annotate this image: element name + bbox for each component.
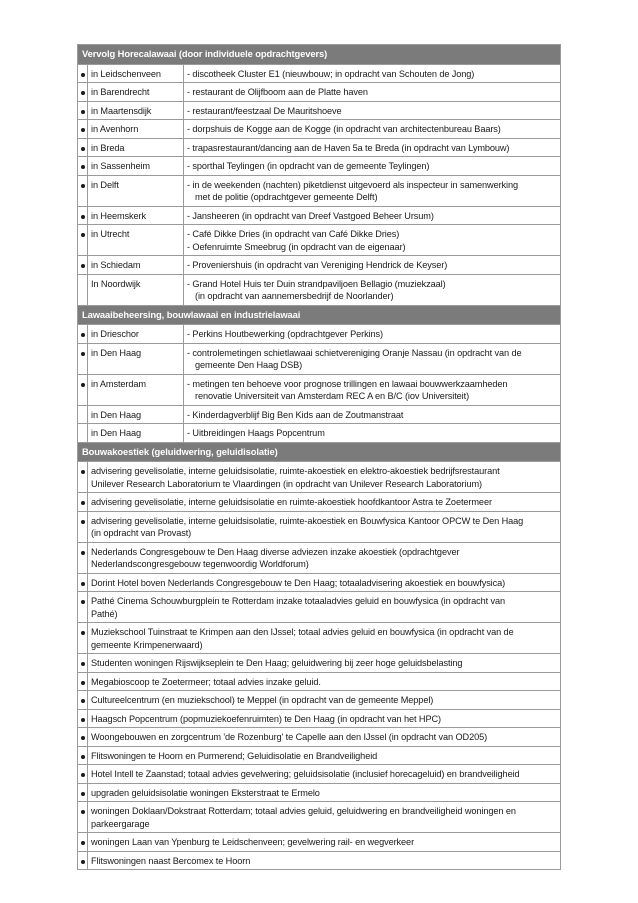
description-cell (184, 274, 561, 305)
description-cell (88, 765, 561, 784)
bullet-cell (78, 511, 88, 542)
bullet-cell (78, 462, 88, 493)
description-cell (184, 256, 561, 275)
bullet-icon (81, 520, 85, 524)
table-row (78, 709, 561, 728)
table-row (78, 542, 561, 573)
table-row (78, 120, 561, 139)
description-line: Flitswoningen naast Bercomex te Hoorn (91, 855, 251, 866)
table-row (78, 592, 561, 623)
bullet-icon (81, 147, 85, 151)
bullet-cell (78, 120, 88, 139)
bullet-cell (78, 765, 88, 784)
location-cell: in Schiedam (88, 256, 184, 275)
bullet-cell (78, 83, 88, 102)
table-row (78, 101, 561, 120)
description-line: Megabioscoop te Zoetermeer; totaal advies inzake geluid. (91, 676, 321, 687)
description-cell (88, 462, 561, 493)
table-row (78, 256, 561, 275)
bullet-icon (81, 681, 85, 685)
table-row (78, 462, 561, 493)
description-line: - Jansheeren (in opdracht van Dreef Vastgoed Beheer Ursum) (187, 210, 434, 221)
bullet-cell (78, 374, 88, 405)
bullet-icon (81, 128, 85, 132)
description-line: advisering gevelisolatie, interne geluidsisolatie, ruimte-akoestiek en elektro-akoestiek bedrijfsrestaurant (91, 466, 500, 476)
description-cell (184, 138, 561, 157)
table-row (78, 325, 561, 344)
location-cell: in Leidschenveen (88, 64, 184, 83)
description-line: - Uitbreidingen Haags Popcentrum (187, 428, 325, 438)
bullet-cell (78, 691, 88, 710)
location-cell: in Amsterdam (88, 374, 184, 405)
location-cell: in Breda (88, 138, 184, 157)
description-line: - controlemetingen schietlawaai schietvereniging Oranje Nassau (in opdracht van de (187, 347, 522, 358)
bullet-icon (81, 582, 85, 586)
table-row (78, 343, 561, 374)
description-cell (184, 101, 561, 120)
description-cell (88, 728, 561, 747)
table-row (78, 274, 561, 305)
description-line: - Grand Hotel Huis ter Duin strandpaviljoen Bellagio (muziekzaal) (187, 278, 446, 289)
bullet-cell (78, 343, 88, 374)
bullet-icon (81, 631, 85, 635)
section-title: Lawaaibeheersing, bouwlawaai en industrielawaai (78, 305, 561, 325)
bullet-icon (81, 662, 85, 666)
description-line: (in opdracht van Provast) (91, 528, 192, 538)
description-line: - Perkins Houtbewerking (opdrachtgever Perkins) (187, 329, 383, 339)
description-line: - Proveniershuis (in opdracht van Vereniging Hendrick de Keyser) (187, 260, 448, 270)
description-cell (88, 511, 561, 542)
description-line: (in opdracht van aannemersbedrijf de Noorlander) (195, 291, 394, 301)
bullet-cell (78, 206, 88, 225)
description-cell (88, 746, 561, 765)
bullet-cell (78, 424, 88, 443)
description-line: Hotel Intell te Zaanstad; totaal advies gevelwering; geluidsisolatie (inclusief horecageluid) en brandveiligheid (91, 769, 520, 779)
bullet-icon (81, 501, 85, 505)
description-line: woningen Doklaan/Dokstraat Rotterdam; totaal advies geluid, geluidwering en brandveiligheid woningen en (91, 806, 516, 816)
bullet-icon (81, 383, 85, 387)
table-row (78, 206, 561, 225)
table-row (78, 783, 561, 802)
description-line: - discotheek Cluster E1 (nieuwbouw; in opdracht van Schouten de Jong) (187, 68, 475, 79)
location-cell: in Heemskerk (88, 206, 184, 225)
description-line: Unilever Research Laboratorium te Vlaardingen (in opdracht van Unilever Research Laboratorium) (91, 478, 482, 489)
bullet-cell (78, 157, 88, 176)
description-cell (184, 206, 561, 225)
bullet-icon (81, 215, 85, 219)
bullet-icon (81, 860, 85, 864)
bullet-icon (81, 264, 85, 268)
description-cell (88, 592, 561, 623)
bullet-cell (78, 833, 88, 852)
description-cell (88, 573, 561, 592)
location-cell: in Den Haag (88, 343, 184, 374)
description-cell (184, 405, 561, 424)
description-cell (184, 343, 561, 374)
bullet-cell (78, 256, 88, 275)
bullet-icon (81, 718, 85, 722)
bullet-icon (81, 352, 85, 356)
bullet-cell (78, 728, 88, 747)
bullet-cell (78, 746, 88, 765)
table-row (78, 175, 561, 206)
bullet-icon (81, 755, 85, 759)
description-line: Flitswoningen te Hoorn en Purmerend; Geluidisolatie en Brandveiligheid (91, 750, 378, 761)
bullet-cell (78, 325, 88, 344)
bullet-icon (81, 184, 85, 188)
description-cell (184, 175, 561, 206)
table-row (78, 573, 561, 592)
description-line: advisering gevelisolatie, interne geluidsisolatie en ruimte-akoestiek hoofdkantoor Astra te Zoetermeer (91, 497, 492, 507)
bullet-icon (81, 792, 85, 796)
bullet-icon (81, 470, 85, 474)
bullet-cell (78, 802, 88, 833)
section-header (78, 45, 561, 65)
bullet-cell (78, 592, 88, 623)
description-cell (88, 493, 561, 512)
description-line: Muziekschool Tuinstraat te Krimpen aan den IJssel; totaal advies geluid en bouwfysica (in opdracht van de (91, 627, 514, 637)
description-line: Cultureelcentrum (en muziekschool) te Meppel (in opdracht van de gemeente Meppel) (91, 695, 434, 705)
description-line: upgraden geluidsisolatie woningen Eksterstraat te Ermelo (91, 787, 320, 798)
bullet-cell (78, 851, 88, 870)
bullet-cell (78, 101, 88, 120)
description-cell (184, 83, 561, 102)
description-cell (88, 691, 561, 710)
table-row (78, 225, 561, 256)
table-row (78, 802, 561, 833)
description-line: gemeente Krimpenerwaard) (91, 639, 203, 650)
location-cell: in Maartensdijk (88, 101, 184, 120)
location-cell: in Barendrecht (88, 83, 184, 102)
table-row (78, 511, 561, 542)
table-row (78, 672, 561, 691)
bullet-icon (81, 736, 85, 740)
description-line: - Oefenruimte Smeebrug (in opdracht van de eigenaar) (187, 241, 406, 252)
bullet-icon (81, 841, 85, 845)
description-cell (88, 851, 561, 870)
table-row (78, 765, 561, 784)
location-cell: in Utrecht (88, 225, 184, 256)
description-line: Woongebouwen en zorgcentrum 'de Rozenburg' te Capelle aan den IJssel (in opdracht van OD205) (91, 732, 488, 742)
bullet-icon (81, 699, 85, 703)
table-row (78, 424, 561, 443)
bullet-cell (78, 64, 88, 83)
table-row (78, 83, 561, 102)
table-row (78, 405, 561, 424)
description-line: - in de weekenden (nachten) piketdienst uitgevoerd als inspecteur in samenwerking (187, 179, 519, 190)
table-row (78, 851, 561, 870)
description-cell (184, 325, 561, 344)
location-cell: in Den Haag (88, 424, 184, 443)
description-line: - metingen ten behoeve voor prognose trillingen en lawaai bouwwerkzaamheden (187, 378, 508, 389)
bullet-cell (78, 654, 88, 673)
description-line: - dorpshuis de Kogge aan de Kogge (in opdracht van architectenbureau Baars) (187, 124, 501, 134)
bullet-cell (78, 274, 88, 305)
description-line: renovatie Universiteit van Amsterdam REC A en B/C (iov Universiteit) (195, 391, 470, 401)
description-cell (184, 157, 561, 176)
bullet-icon (81, 91, 85, 95)
table-row (78, 138, 561, 157)
description-line: woningen Laan van Ypenburg te Leidschenveen; gevelwering rail- en wegverkeer (91, 837, 415, 847)
description-cell (184, 374, 561, 405)
location-cell: in Delft (88, 175, 184, 206)
description-cell (88, 802, 561, 833)
section-header (78, 442, 561, 462)
bullet-icon (81, 810, 85, 814)
document-page (77, 44, 561, 870)
project-table (77, 44, 561, 870)
bullet-cell (78, 542, 88, 573)
location-cell: in Den Haag (88, 405, 184, 424)
section-title: Vervolg Horecalawaai (door individuele opdrachtgevers) (78, 45, 561, 65)
bullet-cell (78, 672, 88, 691)
table-row (78, 493, 561, 512)
bullet-icon (81, 165, 85, 169)
location-cell: in Avenhorn (88, 120, 184, 139)
description-cell (88, 833, 561, 852)
bullet-icon (81, 551, 85, 555)
bullet-cell (78, 623, 88, 654)
bullet-icon (81, 333, 85, 337)
description-line: - sporthal Teylingen (in opdracht van de gemeente Teylingen) (187, 161, 430, 171)
description-line: Studenten woningen Rijswijkseplein te Den Haag; geluidwering bij zeer hoge geluidsbelasting (91, 658, 463, 668)
description-line: - restaurant de Olijfboom aan de Platte haven (187, 87, 368, 97)
bullet-icon (81, 73, 85, 77)
description-cell (88, 709, 561, 728)
bullet-icon (81, 110, 85, 114)
description-line: advisering gevelisolatie, interne geluidsisolatie, ruimte-akoestiek en Bouwfysica Kantoor OPCW te Den Haag (91, 515, 524, 526)
table-row (78, 833, 561, 852)
table-row (78, 746, 561, 765)
description-cell (184, 424, 561, 443)
bullet-cell (78, 783, 88, 802)
description-line: - Café Dikke Dries (in opdracht van Café Dikke Dries) (187, 229, 400, 239)
description-cell (184, 120, 561, 139)
bullet-icon (81, 233, 85, 237)
bullet-cell (78, 225, 88, 256)
section-title: Bouwakoestiek (geluidwering, geluidisolatie) (78, 442, 561, 462)
table-row (78, 691, 561, 710)
table-row (78, 64, 561, 83)
bullet-cell (78, 405, 88, 424)
table-row (78, 374, 561, 405)
table-row (78, 623, 561, 654)
bullet-cell (78, 138, 88, 157)
description-cell (88, 783, 561, 802)
description-cell (88, 672, 561, 691)
table-row (78, 728, 561, 747)
location-cell: in Drieschor (88, 325, 184, 344)
description-line: gemeente Den Haag DSB) (195, 360, 303, 370)
description-line: - Kinderdagverblijf Big Ben Kids aan de Zoutmanstraat (187, 409, 404, 420)
description-line: - restaurant/feestzaal De Mauritshoeve (187, 105, 342, 116)
table-row (78, 654, 561, 673)
bullet-cell (78, 709, 88, 728)
bullet-cell (78, 573, 88, 592)
bullet-icon (81, 600, 85, 604)
bullet-cell (78, 493, 88, 512)
description-cell (184, 64, 561, 83)
description-cell (88, 623, 561, 654)
description-line: Nederlands Congresgebouw te Den Haag diverse adviezen inzake akoestiek (opdrachtgever (91, 546, 460, 557)
location-cell: In Noordwijk (88, 274, 184, 305)
description-line: Nederlandscongresgebouw tegenwoordig Worldforum) (91, 559, 309, 569)
description-cell (88, 654, 561, 673)
description-line: - trapasrestaurant/dancing aan de Haven 5a te Breda (in opdracht van Lymbouw) (187, 142, 510, 153)
description-line: Pathé) (91, 608, 118, 619)
description-cell (88, 542, 561, 573)
section-header (78, 305, 561, 325)
table-row (78, 157, 561, 176)
location-cell: in Sassenheim (88, 157, 184, 176)
description-line: met de politie (opdrachtgever gemeente Delft) (195, 192, 378, 202)
description-cell (184, 225, 561, 256)
description-line: Haagsch Popcentrum (popmuziekoefenruimten) te Den Haag (in opdracht van het HPC) (91, 713, 441, 724)
bullet-icon (81, 773, 85, 777)
bullet-cell (78, 175, 88, 206)
description-line: Pathé Cinema Schouwburgplein te Rotterdam inzake totaaladvies geluid en bouwfysica (in opdracht van (91, 596, 505, 606)
description-line: parkeergarage (91, 818, 150, 829)
description-line: Dorint Hotel boven Nederlands Congresgebouw te Den Haag; totaaladvisering akoestiek en bouwfysica) (91, 577, 506, 588)
